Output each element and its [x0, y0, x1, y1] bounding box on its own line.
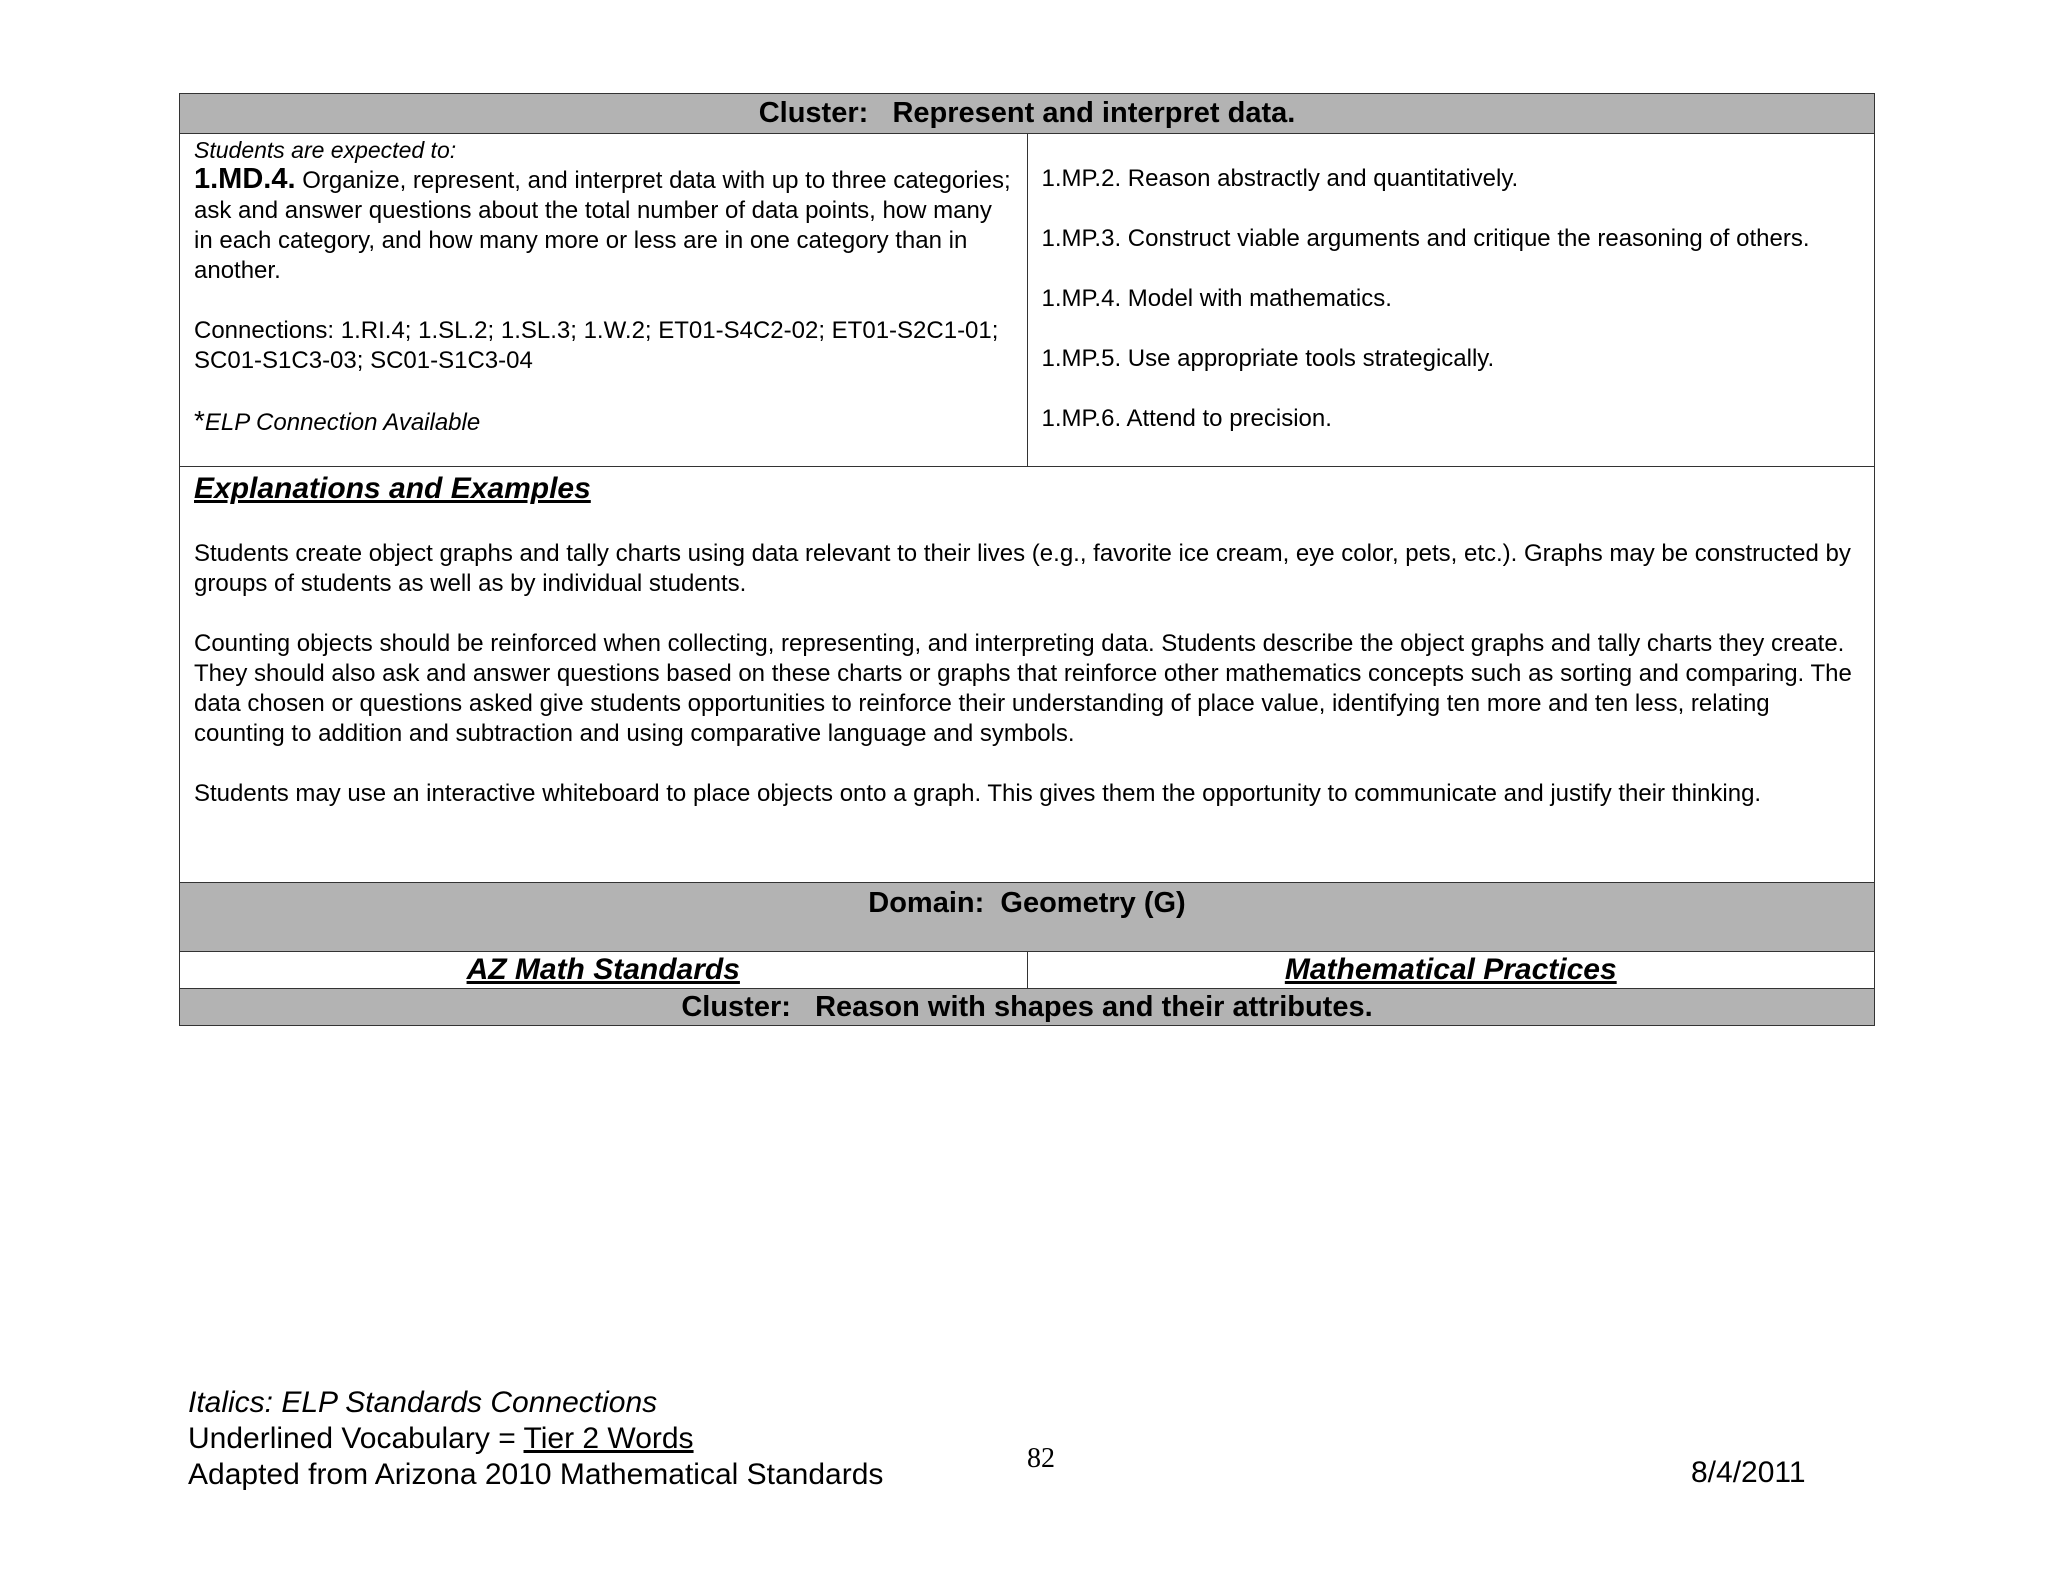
footer-tier2-words: Tier 2 Words [523, 1422, 694, 1455]
elp-connection [194, 406, 1013, 438]
connections-line-1: Connections: 1.RI.4; 1.SL.2; 1.SL.3; 1.W.2; ET01-S4C2-02; ET01-S2C1-01; [194, 317, 999, 344]
column-header-practices: Mathematical Practices [1027, 952, 1875, 989]
cluster-label: Cluster: [758, 97, 869, 129]
cluster-header [180, 989, 1875, 1026]
domain-label: Domain: [868, 887, 985, 919]
practices-cell [1027, 134, 1875, 467]
domain-title: Geometry (G) [1000, 887, 1186, 919]
explanations-heading: Explanations and Examples [194, 472, 591, 505]
elp-connection-text: ELP Connection Available [204, 409, 481, 436]
footer-vocabulary-prefix: Underlined Vocabulary = [188, 1422, 524, 1455]
page-number: 82 [1027, 1443, 1055, 1474]
explanation-paragraph: Students may use an interactive whiteboard to place objects onto a graph. This gives them the opportunity to communicate and justify their thinking. [194, 780, 1762, 807]
explanations-cell [180, 467, 1875, 883]
cluster-title: Reason with shapes and their attributes. [815, 991, 1373, 1023]
practice-item: 1.MP.2. Reason abstractly and quantitatively. [1041, 165, 1519, 192]
footer-source-note: Adapted from Arizona 2010 Mathematical Standards [188, 1458, 884, 1491]
practice-item: 1.MP.6. Attend to precision. [1041, 405, 1332, 432]
practices-list [1042, 164, 1861, 434]
footer-notes [188, 1385, 883, 1493]
domain-header [180, 883, 1875, 952]
cluster-title: Represent and interpret data. [892, 97, 1296, 129]
practice-item: 1.MP.3. Construct viable arguments and critique the reasoning of others. [1041, 225, 1810, 252]
explanation-paragraph: Students create object graphs and tally charts using data relevant to their lives (e.g., favorite ice cream, eye color, pets, etc.). Graphs may be constructed by groups of students as well as by individual students. [194, 540, 1851, 597]
standards-table [179, 93, 1875, 1026]
footer-date: 8/4/2011 [1691, 1456, 1806, 1489]
footer-vocabulary-note [188, 1421, 883, 1457]
footer-italics-note: Italics: ELP Standards Connections [188, 1386, 658, 1419]
cluster-header [180, 94, 1875, 134]
practice-item: 1.MP.4. Model with mathematics. [1041, 285, 1392, 312]
practice-item: 1.MP.5. Use appropriate tools strategically. [1041, 345, 1495, 372]
elp-star: * [194, 405, 205, 436]
standard-code: 1.MD.4. [194, 163, 296, 195]
standard-text: Organize, represent, and interpret data with up to three categories; ask and answer questions about the total number of data points, how many in each category, and how many more or less are in one category than in another. [194, 167, 1011, 284]
cluster-label: Cluster: [681, 991, 791, 1023]
explanation-paragraph: Counting objects should be reinforced when collecting, representing, and interpreting data. Students describe the object graphs and tally charts they create. They should also ask and answer questions based on these charts or graphs that reinforce other mathematics concepts such as sorting and comparing. The data chosen or questions asked give students opportunities to reinforce their understanding of place value, identifying ten more and ten less, relating counting to addition and subtraction and using comparative language and symbols. [194, 630, 1852, 747]
standard-intro: Students are expected to: [194, 137, 457, 163]
connections-line-2: SC01-S1C3-03; SC01-S1C3-04 [194, 347, 533, 374]
standard-description [194, 164, 1013, 286]
column-header-standards: AZ Math Standards [180, 952, 1028, 989]
standard-cell [180, 134, 1028, 467]
